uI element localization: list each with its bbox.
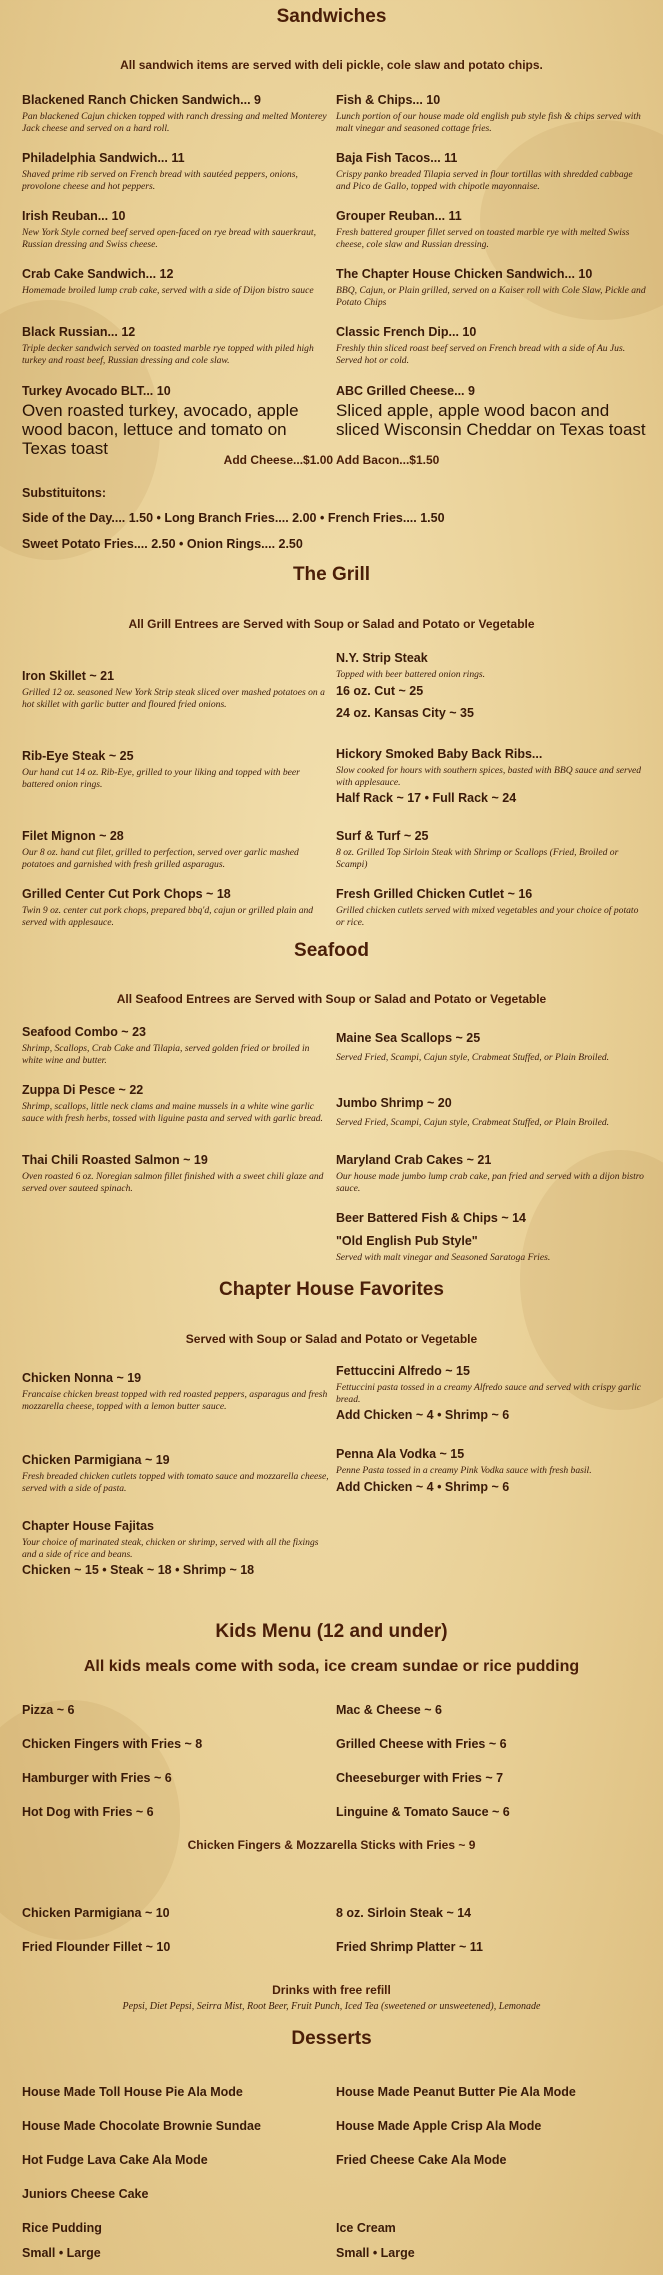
item-name: Jumbo Shrimp ~ 20	[336, 1096, 452, 1110]
menu-item	[336, 1096, 646, 1129]
item-desc: Fresh breaded chicken cutlets topped with tomato sauce and mozzarella cheese, served with a side of pasta.	[22, 1471, 329, 1494]
item-name: The Chapter House Chicken Sandwich... 10	[336, 267, 593, 281]
menu-item	[336, 209, 646, 250]
item-price: Add Chicken ~ 4 • Shrimp ~ 6	[336, 1408, 510, 1422]
dessert-item: House Made Apple Crisp Ala Mode	[336, 2119, 542, 2133]
dessert-item: Fried Cheese Cake Ala Mode	[336, 2153, 507, 2167]
item-name: Philadelphia Sandwich... 11	[22, 151, 185, 165]
item-desc: Topped with beer battered onion rings.	[336, 669, 486, 680]
kids-item: Fried Flounder Fillet ~ 10	[22, 1940, 171, 1954]
item-name: Chicken Parmigiana ~ 19	[22, 1453, 170, 1467]
desserts-title: Desserts	[291, 2028, 372, 2049]
item-desc: Slow cooked for hours with southern spices, basted with BBQ sauce and served with applesauce.	[336, 765, 642, 788]
favorites-note: Served with Soup or Salad and Potato or Vegetable	[185, 1332, 478, 1346]
item-name: Maryland Crab Cakes ~ 21	[336, 1153, 492, 1167]
item-price: 24 oz. Kansas City ~ 35	[336, 705, 474, 720]
item-desc: Homemade broiled lump crab cake, served with a side of Dijon bistro sauce	[22, 285, 314, 296]
item-desc: Shrimp, Scallops, Crab Cake and Tilapia, served golden fried or broiled in white wine and butter.	[22, 1043, 310, 1066]
item-desc: Shaved prime rib served on French bread with sautéed peppers, onions, provolone cheese and hot peppers.	[22, 169, 298, 192]
kids-item: Chicken Fingers with Fries ~ 8	[22, 1737, 203, 1751]
item-desc: Served with malt vinegar and Seasoned Saratoga Fries.	[336, 1252, 551, 1263]
item-name: Chapter House Fajitas	[22, 1519, 154, 1533]
item-desc: New York Style corned beef served open-faced on rye bread with sauerkraut, Russian dressing and Swiss cheese.	[22, 227, 316, 250]
item-name: Penna Ala Vodka ~ 15	[336, 1447, 465, 1461]
item-price: Add Chicken ~ 4 • Shrimp ~ 6	[336, 1479, 510, 1494]
kids-item: Pizza ~ 6	[22, 1703, 75, 1717]
item-name: Grouper Reuban... 11	[336, 209, 462, 223]
item-name: Hickory Smoked Baby Back Ribs...	[336, 747, 543, 761]
item-desc: Triple decker sandwich served on toasted marble rye topped with piled high turkey and roast beef, Russian dressing and cole slaw.	[22, 343, 314, 366]
addons-line: Add Cheese...$1.00 Add Bacon...$1.50	[223, 453, 440, 467]
kids-item: Cheeseburger with Fries ~ 7	[336, 1771, 504, 1785]
item-desc: Fettuccini pasta tossed in a creamy Alfredo sauce and served with crispy garlic bread.	[336, 1382, 641, 1405]
item-name: Surf & Turf ~ 25	[336, 829, 429, 843]
item-name: Irish Reuban... 10	[22, 209, 126, 223]
kids-note: All kids meals come with soda, ice cream sundae or rice pudding	[83, 1658, 580, 1675]
item-desc: Sliced apple, apple wood bacon and sliced Wisconsin Cheddar on Texas toast	[336, 401, 646, 439]
item-desc: Twin 9 oz. center cut pork chops, prepared bbq'd, cajun or grilled plain and served with applesauce.	[22, 905, 314, 928]
item-name: Thai Chili Roasted Salmon ~ 19	[22, 1153, 208, 1167]
item-desc: Francaise chicken breast topped with red roasted peppers, asparagus and fresh mozzarella cheese, topped with a lemon butter sauce.	[22, 1389, 328, 1412]
favorites-title: Chapter House Favorites	[219, 1279, 444, 1300]
item-price: Chicken ~ 15 • Steak ~ 18 • Shrimp ~ 18	[22, 1563, 255, 1577]
menu-item	[336, 267, 646, 308]
dessert-item: House Made Chocolate Brownie Sundae	[22, 2119, 261, 2133]
menu-item	[22, 209, 332, 250]
grill-title: The Grill	[292, 564, 371, 585]
item-desc: Our hand cut 14 oz. Rib-Eye, grilled to your liking and topped with beer battered onion rings.	[22, 767, 300, 790]
menu-item	[336, 1447, 646, 1495]
menu-item	[22, 1371, 332, 1412]
kids-item: Mac & Cheese ~ 6	[336, 1703, 442, 1717]
kids-item: Hamburger with Fries ~ 6	[22, 1771, 172, 1785]
item-desc: Lunch portion of our house made old english pub style fish & chips served with malt vinegar and seasoned cottage fries.	[336, 111, 641, 134]
menu-item	[22, 1025, 332, 1066]
item-price: Half Rack ~ 17 • Full Rack ~ 24	[336, 791, 517, 805]
item-desc: Shrimp, scallops, little neck clams and maine mussels in a white wine garlic sauce with fresh herbs, tossed with liguine pasta and served with garlic bread.	[22, 1101, 323, 1124]
item-desc: Freshly thin sliced roast beef served on French bread with a side of Au Jus. Served hot or cold.	[336, 343, 626, 366]
item-name: Grilled Center Cut Pork Chops ~ 18	[22, 887, 231, 901]
menu-item	[336, 384, 646, 439]
item-name: N.Y. Strip Steak	[336, 651, 428, 665]
sandwiches-note: All sandwich items are served with deli pickle, cole slaw and potato chips.	[120, 58, 543, 72]
item-desc: Pan blackened Cajun chicken topped with ranch dressing and melted Monterey Jack cheese and served on a hard roll.	[22, 111, 327, 134]
dessert-item: Ice Cream	[336, 2221, 396, 2235]
menu-item	[22, 749, 332, 790]
dessert-sizes: Small • Large	[22, 2246, 101, 2260]
dessert-item: Hot Fudge Lava Cake Ala Mode	[22, 2153, 208, 2167]
item-desc: Grilled 12 oz. seasoned New York Strip steak sliced over mashed potatoes on a hot skillet with garlic butter and floured fried onions.	[22, 687, 325, 710]
item-name: Blackened Ranch Chicken Sandwich... 9	[22, 93, 261, 107]
item-desc: Our 8 oz. hand cut filet, grilled to perfection, served over garlic mashed potatoes and garnished with fresh grilled asparagus.	[22, 847, 299, 870]
kids-item: Grilled Cheese with Fries ~ 6	[336, 1737, 507, 1751]
sandwiches-title: Sandwiches	[276, 6, 387, 27]
item-desc: Served Fried, Scampi, Cajun style, Crabmeat Stuffed, or Plain Broiled.	[336, 1117, 610, 1128]
item-name: Seafood Combo ~ 23	[22, 1025, 146, 1039]
item-price: 16 oz. Cut ~ 25	[336, 683, 424, 698]
drinks-list: Pepsi, Diet Pepsi, Seirra Mist, Root Beer, Fruit Punch, Iced Tea (sweetened or unsweetened), Lemonade	[122, 2001, 541, 2012]
item-name: Fish & Chips... 10	[336, 93, 441, 107]
kids-item: Hot Dog with Fries ~ 6	[22, 1805, 154, 1819]
item-name: Beer Battered Fish & Chips ~ 14	[336, 1211, 526, 1225]
item-desc: Your choice of marinated steak, chicken or shrimp, served with all the fixings and a side of rice and beans.	[22, 1537, 319, 1560]
menu-item	[22, 829, 332, 870]
item-desc: Penne Pasta tossed in a creamy Pink Vodka sauce with fresh basil.	[336, 1465, 592, 1476]
item-desc: Grilled chicken cutlets served with mixed vegetables and your choice of potato or rice.	[336, 905, 639, 928]
dessert-sizes: Small • Large	[336, 2246, 415, 2260]
menu-item	[22, 1083, 332, 1124]
seafood-note: All Seafood Entrees are Served with Soup or Salad and Potato or Vegetable	[116, 992, 547, 1006]
menu-item	[336, 1031, 646, 1064]
item-desc: BBQ, Cajun, or Plain grilled, served on a Kaiser roll with Cole Slaw, Pickle and Potato Chips	[336, 285, 646, 308]
menu-item	[336, 747, 646, 806]
kids-title: Kids Menu (12 and under)	[215, 1621, 448, 1642]
kids-item: 8 oz. Sirloin Steak ~ 14	[336, 1906, 472, 1920]
item-name: Chicken Nonna ~ 19	[22, 1371, 142, 1385]
item-name: Rib-Eye Steak ~ 25	[22, 749, 134, 763]
item-name: Turkey Avocado BLT... 10	[22, 384, 171, 398]
item-name: ABC Grilled Cheese... 9	[336, 384, 475, 398]
dessert-item: House Made Toll House Pie Ala Mode	[22, 2085, 243, 2099]
menu-item	[336, 151, 646, 192]
menu-item	[22, 1453, 332, 1494]
menu-item	[22, 151, 332, 192]
substitutions-line: Sweet Potato Fries.... 2.50 • Onion Rings.... 2.50	[22, 537, 303, 551]
grill-note: All Grill Entrees are Served with Soup or Salad and Potato or Vegetable	[128, 617, 535, 631]
menu-item	[22, 267, 332, 297]
seafood-title: Seafood	[294, 940, 369, 961]
item-desc: Crispy panko breaded Tilapia served in flour tortillas with shredded cabbage and Pico de Gallo, topped with chipotle mayonnaise.	[336, 169, 633, 192]
item-name: Maine Sea Scallops ~ 25	[336, 1031, 481, 1045]
item-desc: Fresh battered grouper fillet served on toasted marble rye with melted Swiss cheese, cole slaw and Russian dressing.	[336, 227, 630, 250]
menu-item	[22, 669, 332, 710]
menu-item	[22, 1153, 332, 1194]
menu-item	[22, 887, 332, 928]
menu-item	[336, 93, 646, 134]
menu-item	[22, 384, 332, 458]
menu-item	[336, 325, 646, 366]
item-name: Filet Mignon ~ 28	[22, 829, 124, 843]
item-name: Iron Skillet ~ 21	[22, 669, 115, 683]
item-desc: 8 oz. Grilled Top Sirloin Steak with Shrimp or Scallops (Fried, Broiled or Scampi)	[336, 847, 619, 870]
drinks-title: Drinks with free refill	[272, 1983, 391, 1997]
menu-item	[336, 1211, 646, 1264]
item-name: Zuppa Di Pesce ~ 22	[22, 1083, 144, 1097]
item-name: Crab Cake Sandwich... 12	[22, 267, 174, 281]
item-desc: Our house made jumbo lump crab cake, pan fried and served with a dijon bistro sauce.	[336, 1171, 644, 1194]
item-subtitle: "Old English Pub Style"	[336, 1234, 478, 1248]
item-name: Black Russian... 12	[22, 325, 136, 339]
kids-item: Linguine & Tomato Sauce ~ 6	[336, 1805, 510, 1819]
dessert-item: House Made Peanut Butter Pie Ala Mode	[336, 2085, 576, 2099]
menu-item	[22, 93, 332, 134]
menu-item	[336, 651, 646, 721]
menu-item	[22, 325, 332, 366]
item-desc: Oven roasted turkey, avocado, apple wood bacon, lettuce and tomato on Texas toast	[22, 401, 299, 458]
kids-item: Chicken Parmigiana ~ 10	[22, 1906, 170, 1920]
item-name: Fresh Grilled Chicken Cutlet ~ 16	[336, 887, 533, 901]
item-name: Baja Fish Tacos... 11	[336, 151, 458, 165]
dessert-item: Rice Pudding	[22, 2221, 102, 2235]
kids-center-item: Chicken Fingers & Mozzarella Sticks with Fries ~ 9	[187, 1838, 476, 1852]
dessert-item: Juniors Cheese Cake	[22, 2187, 149, 2201]
menu-item	[336, 1153, 646, 1194]
item-name: Fettuccini Alfredo ~ 15	[336, 1364, 470, 1378]
menu-item	[336, 829, 646, 870]
item-desc: Oven roasted 6 oz. Noregian salmon fillet finished with a sweet chili glaze and served over sauteed spinach.	[22, 1171, 324, 1194]
menu-item	[336, 887, 646, 928]
menu-item	[336, 1364, 646, 1423]
kids-item: Fried Shrimp Platter ~ 11	[336, 1940, 483, 1954]
item-desc: Served Fried, Scampi, Cajun style, Crabmeat Stuffed, or Plain Broiled.	[336, 1052, 610, 1063]
substitutions-line: Side of the Day.... 1.50 • Long Branch Fries.... 2.00 • French Fries.... 1.50	[22, 511, 445, 525]
substitutions-title: Substituitons:	[22, 486, 107, 500]
menu-item	[22, 1519, 332, 1578]
item-name: Classic French Dip... 10	[336, 325, 477, 339]
